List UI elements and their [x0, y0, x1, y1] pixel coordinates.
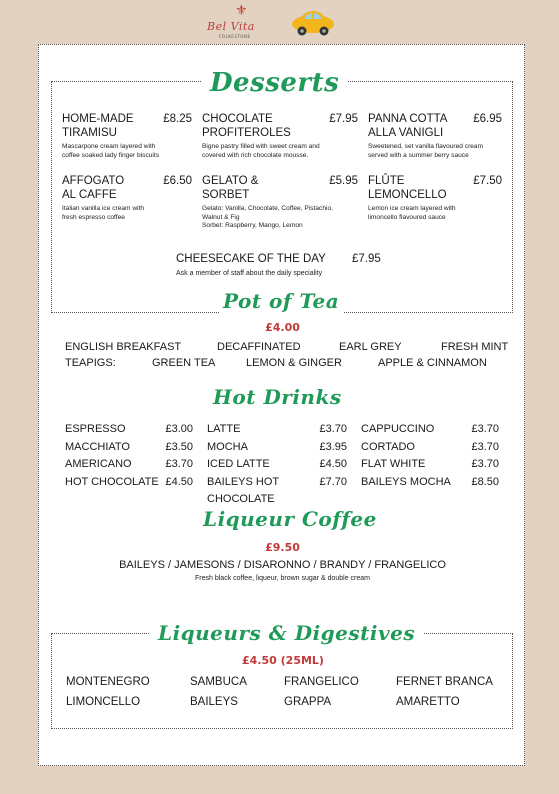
liqueur-item: GRAPPA: [284, 696, 332, 708]
dessert-item-tiramisu: [62, 112, 192, 160]
tea-item: EARL GREY: [339, 341, 402, 353]
hot-drink-price: £4.50: [165, 475, 193, 488]
dessert-item-lemoncello: [368, 174, 502, 222]
hot-drink-price: £3.70: [471, 423, 499, 435]
liqueur-item: MONTENEGRO: [66, 676, 150, 688]
dessert-price: £8.25: [163, 113, 192, 125]
dessert-description: Mascarpone cream layered with coffee soaked lady finger biscuits: [62, 143, 160, 159]
dessert-item-affogato: [62, 174, 192, 222]
dessert-name: FLÛTE LEMONCELLO: [368, 175, 447, 201]
hot-drink-name: AMERICANO: [65, 458, 132, 470]
hot-drink-name: CAPPUCCINO: [361, 423, 435, 435]
hot-drink-name: BAILEYS MOCHA: [361, 475, 451, 488]
dessert-name: GELATO & SORBET: [202, 175, 259, 201]
tea-item: FRESH MINT: [441, 341, 509, 353]
liqueurs-title: Liqueurs & Digestives: [150, 620, 423, 646]
tea-price: £4.00: [265, 321, 300, 334]
desserts-section: [51, 68, 513, 313]
fleur-de-lis-icon: ⚜: [235, 3, 248, 19]
dessert-name: CHOCOLATE PROFITEROLES: [202, 113, 291, 139]
hot-drink-price: £3.95: [319, 440, 347, 453]
dessert-item-profiteroles: [202, 112, 358, 160]
hot-drink-name: BAILEYS HOT CHOCOLATE: [207, 475, 280, 505]
teapigs-label: TEAPIGS:: [65, 357, 116, 369]
liqueur-item: SAMBUCA: [190, 676, 247, 688]
dessert-item-gelato: [202, 174, 358, 231]
dessert-price: £7.50: [473, 175, 502, 187]
hot-drink-name: FLAT WHITE: [361, 458, 426, 470]
hot-drink-price: £3.50: [165, 440, 193, 453]
hot-drink-price: £3.00: [165, 423, 193, 435]
dessert-price: £5.95: [329, 175, 358, 187]
logo-subtext: FOLKESTONE: [219, 34, 251, 39]
hot-drink-name: MACCHIATO: [65, 440, 130, 453]
tea-item: ENGLISH BREAKFAST: [65, 341, 182, 353]
hot-drink-name: CORTADO: [361, 440, 415, 453]
tea-item: GREEN TEA: [152, 357, 216, 369]
liqueur-item: BAILEYS: [190, 696, 238, 708]
liqueur-item: AMARETTO: [396, 696, 460, 708]
logo-text: Bel Vita: [207, 20, 255, 33]
liqueur-coffee-price: £9.50: [265, 541, 300, 554]
menu-sheet: [38, 44, 525, 766]
tea-item: APPLE & CINNAMON: [378, 357, 487, 369]
hot-drink-price: £8.50: [471, 475, 499, 488]
dessert-price: £6.95: [473, 113, 502, 125]
hot-drink-price: £3.70: [165, 458, 193, 470]
liqueurs-section: [51, 621, 513, 729]
dessert-description: Lemon ice cream layered with limoncello flavoured sauce: [368, 205, 456, 221]
dessert-description: Italian vanilla ice cream with fresh espresso coffee: [62, 205, 145, 221]
dessert-price: £6.50: [163, 175, 192, 187]
liqueur-item: LIMONCELLO: [66, 696, 141, 708]
dessert-price: £7.95: [329, 113, 358, 125]
liqueur-item: FRANGELICO: [284, 676, 359, 688]
hot-drink-price: £3.70: [471, 458, 499, 470]
dessert-name: HOME-MADE TIRAMISU: [62, 113, 134, 139]
liqueur-coffee-list: BAILEYS / JAMESONS / DISARONNO / BRANDY / FRANGELICO: [119, 559, 446, 571]
dessert-item-panna-cotta: [368, 112, 502, 160]
hot-drink-name: MOCHA: [207, 440, 248, 453]
liqueur-coffee-title: Liqueur Coffee: [199, 507, 381, 531]
dessert-description: Sweetened, set vanilla flavoured cream served with a summer berry sauce: [368, 143, 484, 159]
dessert-name: PANNA COTTA ALLA VANIGLI: [368, 113, 448, 139]
liqueur-item: FERNET BRANCA: [396, 676, 493, 688]
dessert-description: Gelato: Vanilla, Chocolate, Coffee, Pistachio, Walnut & Fig Sorbet: Raspberry, Mango, Lemon: [202, 205, 333, 229]
liqueur-coffee-description: Fresh black coffee, liqueur, brown sugar & double cream: [195, 575, 370, 582]
bel-vita-logo: [205, 4, 275, 42]
tea-item: DECAFFINATED: [217, 341, 301, 353]
tea-title: Pot of Tea: [219, 289, 343, 313]
liqueurs-price: £4.50 (25ML): [242, 654, 324, 667]
hot-drink-name: ICED LATTE: [207, 458, 270, 470]
dessert-name: AFFOGATO AL CAFFE: [62, 175, 125, 201]
hot-drink-name: LATTE: [207, 423, 241, 435]
hot-drink-price: £3.70: [319, 423, 347, 435]
cheesecake-description: Ask a member of staff about the daily speciality: [176, 270, 323, 277]
hot-drinks-title: Hot Drinks: [209, 385, 346, 409]
hot-drink-price: £3.70: [471, 440, 499, 453]
desserts-title: Desserts: [202, 68, 347, 98]
hot-drink-price: £7.70: [319, 475, 347, 488]
tea-item: LEMON & GINGER: [246, 357, 342, 369]
hot-drink-price: £4.50: [319, 458, 347, 470]
hot-drink-name: ESPRESSO: [65, 423, 126, 435]
dessert-description: Bigne pastry filled with sweet cream and covered with rich chocolate mousse.: [202, 143, 320, 159]
cheesecake-name: CHEESECAKE OF THE DAY: [176, 253, 326, 265]
hot-drink-name: HOT CHOCOLATE: [65, 475, 159, 488]
yellow-car-icon: [290, 8, 336, 36]
cheesecake-price: £7.95: [352, 253, 381, 265]
